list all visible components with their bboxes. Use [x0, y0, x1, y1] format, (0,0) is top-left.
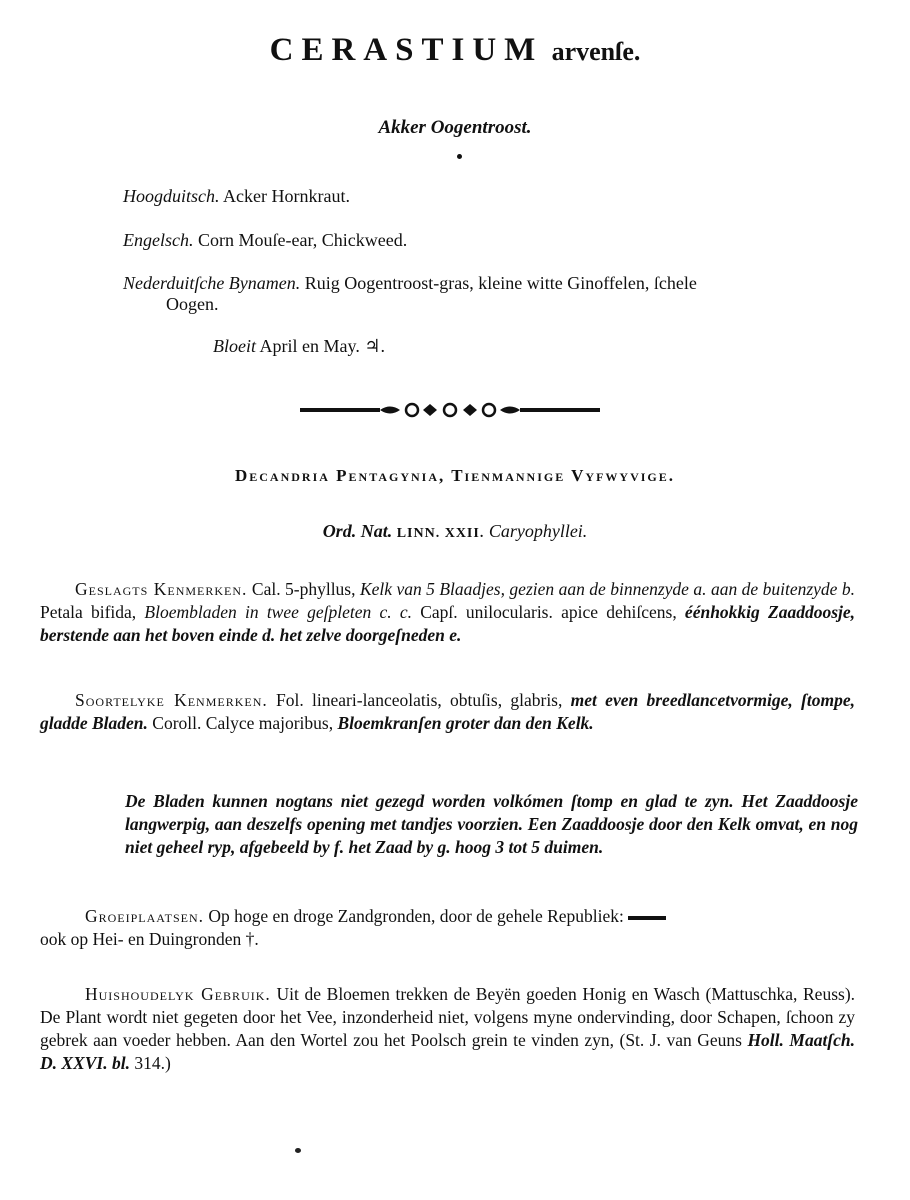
dash-mark — [628, 916, 666, 920]
species-characteristics — [40, 689, 855, 735]
synonym-german — [123, 186, 350, 207]
synonym-lang: Engelsch. — [123, 230, 194, 250]
dutch-text: Bloembladen in twee geſpleten c. c. — [144, 602, 412, 622]
latin-text: Fol. lineari-lanceolatis, obtuſis, glabris, — [276, 690, 563, 710]
habitat-text: Op hoge en droge Zandgronden, door de gehele Republiek: — [208, 906, 624, 926]
synonym-continuation: Oogen. — [166, 294, 219, 314]
synonym-text: Corn Mouſe-ear, Chickweed. — [197, 230, 408, 250]
ornament-divider — [300, 400, 600, 420]
section-heading: Geslagts Kenmerken. — [75, 579, 248, 599]
section-heading: Soortelyke Kenmerken. — [75, 690, 268, 710]
page-title — [0, 32, 910, 69]
order-family: Caryophyllei. — [488, 521, 588, 541]
species-name: arvenſe. — [551, 37, 641, 66]
dutch-text: Kelk van 5 Blaadjes, gezien aan de binnenzyde a. aan de buitenzyde b. — [359, 579, 856, 599]
dutch-text: Bloemkranſen groter dan den Kelk. — [337, 713, 594, 733]
order-linn: LINN. XXII. — [396, 526, 485, 541]
citation-italic: Holl. Maatſch. D. XXVI. bl. — [40, 1030, 856, 1073]
economic-use-text: Uit de Bloemen trekken de Beyën goeden Honig en Wasch (Mattuschka, Reuss). De Plant wordt niet gegeten door het Vee, inzonderheid niet, volgens myne ondervinding, door Schapen, ſchoon zy gebrek aan voeder hebben. Aan den Wortel zou het Poolsch grein te vinden zyn, (St. J. van Geuns — [40, 984, 856, 1050]
section-heading: Groeiplaatsen. — [85, 906, 205, 926]
classification-line: Decandria Pentagynia, Tienmannige Vyfwyvige. — [234, 466, 676, 485]
economic-use-paragraph — [40, 983, 855, 1075]
synonym-text: Acker Hornkraut. — [223, 186, 350, 206]
synonym-english — [123, 230, 407, 251]
citation-page: 314.) — [134, 1053, 171, 1073]
synonym-lang: Nederduitſche Bynamen. — [123, 273, 301, 293]
latin-text: Capſ. unilocularis. apice dehiſcens, — [420, 602, 677, 622]
section-heading: Huishoudelyk Gebruik. — [85, 984, 271, 1004]
latin-text: Coroll. Calyce majoribus, — [152, 713, 334, 733]
flowering-label: Bloeit — [213, 336, 256, 356]
flowering-text: April en May. ♃. — [259, 336, 385, 356]
latin-text: Cal. 5-phyllus, — [251, 579, 356, 599]
synonym-lang: Hoogduitsch. — [123, 186, 220, 206]
synonym-dutch — [123, 273, 863, 315]
habitat-paragraph — [40, 905, 855, 951]
dutch-text: éénhokkig Zaaddoosje, berstende aan het boven einde d. het zelve doorgeſneden e. — [40, 602, 856, 645]
decorative-dot — [457, 154, 462, 159]
natural-order — [0, 521, 910, 542]
dutch-text: met even breedlancetvormige, ſtompe, gladde Bladen. — [40, 690, 855, 733]
common-name: Akker Oogentroost. — [378, 117, 532, 138]
genus-name: CERASTIUM — [269, 32, 544, 68]
latin-text: Petala bifida, — [40, 602, 137, 622]
flowering-time — [213, 336, 385, 357]
decorative-dot — [295, 1148, 301, 1153]
order-prefix: Ord. Nat. — [322, 521, 393, 541]
synonym-text: Ruig Oogentroost-gras, kleine witte Ginoffelen, ſchele — [304, 273, 697, 293]
note-paragraph: De Bladen kunnen nogtans niet gezegd worden volkómen ſtomp en glad te zyn. Het Zaaddoosje langwerpig, aan deszelfs opening met tandjes voorzien. Een Zaaddoosje door den Kelk omvat, en nog niet geheel ryp, afgebeeld by f. het Zaad by g. hoog 3 tot 5 duimen. — [125, 791, 858, 857]
habitat-text-2: ook op Hei- en Duingronden †. — [40, 929, 259, 949]
genus-characteristics — [40, 578, 855, 647]
